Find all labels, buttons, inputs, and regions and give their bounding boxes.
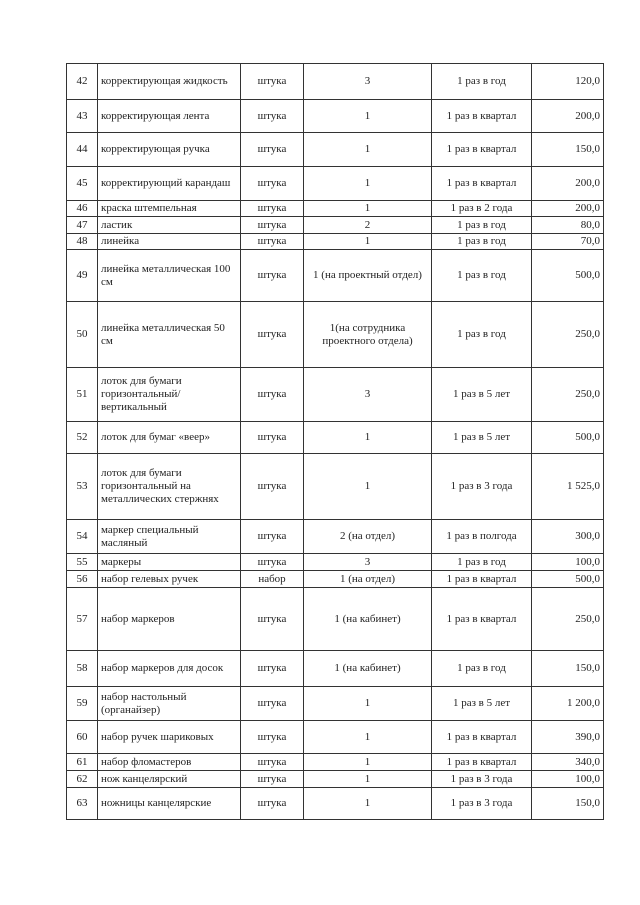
unit-of-measure-cell: штука	[241, 454, 304, 520]
price-cell: 150,0	[532, 133, 604, 167]
replacement-frequency-cell: 1 раз в 5 лет	[432, 368, 532, 422]
price-cell: 200,0	[532, 201, 604, 217]
row-number-cell: 61	[67, 754, 98, 771]
replacement-frequency-cell: 1 раз в квартал	[432, 721, 532, 754]
row-number-cell: 62	[67, 771, 98, 788]
item-name-cell: корректирующая лента	[98, 100, 241, 133]
unit-of-measure-cell: штука	[241, 754, 304, 771]
row-number-cell: 50	[67, 302, 98, 368]
table-row	[67, 234, 604, 250]
row-number-cell: 55	[67, 554, 98, 571]
quantity-cell: 2	[304, 217, 432, 234]
quantity-cell: 1	[304, 788, 432, 820]
unit-of-measure-cell: штука	[241, 520, 304, 554]
table-row	[67, 651, 604, 687]
price-cell: 1 525,0	[532, 454, 604, 520]
replacement-frequency-cell: 1 раз в квартал	[432, 571, 532, 588]
table-row	[67, 302, 604, 368]
table-row	[67, 100, 604, 133]
replacement-frequency-cell: 1 раз в квартал	[432, 754, 532, 771]
replacement-frequency-cell: 1 раз в год	[432, 217, 532, 234]
table-row	[67, 571, 604, 588]
replacement-frequency-cell: 1 раз в год	[432, 250, 532, 302]
price-cell: 250,0	[532, 302, 604, 368]
replacement-frequency-cell: 1 раз в год	[432, 554, 532, 571]
quantity-cell: 1	[304, 422, 432, 454]
quantity-cell: 1	[304, 133, 432, 167]
row-number-cell: 63	[67, 788, 98, 820]
item-name-cell: маркер специальный масляный	[98, 520, 241, 554]
price-cell: 200,0	[532, 167, 604, 201]
unit-of-measure-cell: штука	[241, 133, 304, 167]
replacement-frequency-cell: 1 раз в 3 года	[432, 454, 532, 520]
replacement-frequency-cell: 1 раз в 3 года	[432, 788, 532, 820]
price-cell: 300,0	[532, 520, 604, 554]
item-name-cell: набор маркеров для досок	[98, 651, 241, 687]
table-row	[67, 422, 604, 454]
quantity-cell: 1	[304, 167, 432, 201]
quantity-cell: 1	[304, 754, 432, 771]
unit-of-measure-cell: штука	[241, 201, 304, 217]
item-name-cell: корректирующий карандаш	[98, 167, 241, 201]
price-cell: 500,0	[532, 422, 604, 454]
quantity-cell: 3	[304, 554, 432, 571]
quantity-cell: 1	[304, 100, 432, 133]
table-row	[67, 588, 604, 651]
quantity-cell: 2 (на отдел)	[304, 520, 432, 554]
table-row	[67, 167, 604, 201]
item-name-cell: набор маркеров	[98, 588, 241, 651]
item-name-cell: корректирующая жидкость	[98, 64, 241, 100]
unit-of-measure-cell: штука	[241, 588, 304, 651]
table-row	[67, 554, 604, 571]
replacement-frequency-cell: 1 раз в год	[432, 234, 532, 250]
replacement-frequency-cell: 1 раз в 3 года	[432, 771, 532, 788]
unit-of-measure-cell: штука	[241, 250, 304, 302]
unit-of-measure-cell: штука	[241, 368, 304, 422]
price-cell: 1 200,0	[532, 687, 604, 721]
unit-of-measure-cell: штука	[241, 554, 304, 571]
quantity-cell: 1(на сотрудника проектного отдела)	[304, 302, 432, 368]
table-row	[67, 721, 604, 754]
price-cell: 500,0	[532, 571, 604, 588]
replacement-frequency-cell: 1 раз в год	[432, 302, 532, 368]
replacement-frequency-cell: 1 раз в квартал	[432, 100, 532, 133]
unit-of-measure-cell: набор	[241, 571, 304, 588]
replacement-frequency-cell: 1 раз в 2 года	[432, 201, 532, 217]
table-row	[67, 133, 604, 167]
item-name-cell: линейка металлическая 100 см	[98, 250, 241, 302]
item-name-cell: линейка	[98, 234, 241, 250]
quantity-cell: 1	[304, 201, 432, 217]
replacement-frequency-cell: 1 раз в квартал	[432, 133, 532, 167]
price-cell: 100,0	[532, 554, 604, 571]
row-number-cell: 60	[67, 721, 98, 754]
quantity-cell: 1	[304, 721, 432, 754]
table-row	[67, 64, 604, 100]
table-row	[67, 201, 604, 217]
quantity-cell: 1	[304, 687, 432, 721]
item-name-cell: ножницы канцелярские	[98, 788, 241, 820]
row-number-cell: 45	[67, 167, 98, 201]
quantity-cell: 1 (на отдел)	[304, 571, 432, 588]
row-number-cell: 53	[67, 454, 98, 520]
price-cell: 150,0	[532, 651, 604, 687]
item-name-cell: набор фломастеров	[98, 754, 241, 771]
quantity-cell: 1 (на кабинет)	[304, 588, 432, 651]
supplies-table	[66, 63, 604, 820]
replacement-frequency-cell: 1 раз в 5 лет	[432, 687, 532, 721]
quantity-cell: 1 (на кабинет)	[304, 651, 432, 687]
row-number-cell: 46	[67, 201, 98, 217]
price-cell: 120,0	[532, 64, 604, 100]
row-number-cell: 43	[67, 100, 98, 133]
unit-of-measure-cell: штука	[241, 788, 304, 820]
quantity-cell: 1	[304, 234, 432, 250]
price-cell: 500,0	[532, 250, 604, 302]
quantity-cell: 3	[304, 368, 432, 422]
unit-of-measure-cell: штука	[241, 651, 304, 687]
unit-of-measure-cell: штука	[241, 100, 304, 133]
item-name-cell: набор гелевых ручек	[98, 571, 241, 588]
row-number-cell: 49	[67, 250, 98, 302]
row-number-cell: 59	[67, 687, 98, 721]
unit-of-measure-cell: штука	[241, 167, 304, 201]
unit-of-measure-cell: штука	[241, 302, 304, 368]
table-row	[67, 368, 604, 422]
price-cell: 70,0	[532, 234, 604, 250]
row-number-cell: 57	[67, 588, 98, 651]
item-name-cell: лоток для бумаг «веер»	[98, 422, 241, 454]
row-number-cell: 44	[67, 133, 98, 167]
replacement-frequency-cell: 1 раз в квартал	[432, 588, 532, 651]
unit-of-measure-cell: штука	[241, 771, 304, 788]
item-name-cell: корректирующая ручка	[98, 133, 241, 167]
price-cell: 250,0	[532, 368, 604, 422]
table-row	[67, 250, 604, 302]
item-name-cell: краска штемпельная	[98, 201, 241, 217]
replacement-frequency-cell: 1 раз в 5 лет	[432, 422, 532, 454]
item-name-cell: набор ручек шариковых	[98, 721, 241, 754]
table-row	[67, 217, 604, 234]
row-number-cell: 42	[67, 64, 98, 100]
unit-of-measure-cell: штука	[241, 217, 304, 234]
replacement-frequency-cell: 1 раз в полгода	[432, 520, 532, 554]
price-cell: 250,0	[532, 588, 604, 651]
item-name-cell: набор настольный (органайзер)	[98, 687, 241, 721]
row-number-cell: 56	[67, 571, 98, 588]
item-name-cell: лоток для бумаги горизонтальный на металлических стержнях	[98, 454, 241, 520]
item-name-cell: маркеры	[98, 554, 241, 571]
row-number-cell: 47	[67, 217, 98, 234]
unit-of-measure-cell: штука	[241, 721, 304, 754]
replacement-frequency-cell: 1 раз в год	[432, 651, 532, 687]
quantity-cell: 1	[304, 771, 432, 788]
table-row	[67, 454, 604, 520]
quantity-cell: 3	[304, 64, 432, 100]
table-row	[67, 771, 604, 788]
price-cell: 200,0	[532, 100, 604, 133]
price-cell: 100,0	[532, 771, 604, 788]
item-name-cell: лоток для бумаги горизонтальный/вертикальный	[98, 368, 241, 422]
unit-of-measure-cell: штука	[241, 687, 304, 721]
table-row	[67, 520, 604, 554]
quantity-cell: 1	[304, 454, 432, 520]
unit-of-measure-cell: штука	[241, 64, 304, 100]
price-cell: 390,0	[532, 721, 604, 754]
item-name-cell: ластик	[98, 217, 241, 234]
replacement-frequency-cell: 1 раз в квартал	[432, 167, 532, 201]
table-row	[67, 788, 604, 820]
row-number-cell: 58	[67, 651, 98, 687]
table-row	[67, 687, 604, 721]
price-cell: 150,0	[532, 788, 604, 820]
item-name-cell: нож канцелярский	[98, 771, 241, 788]
row-number-cell: 51	[67, 368, 98, 422]
quantity-cell: 1 (на проектный отдел)	[304, 250, 432, 302]
row-number-cell: 48	[67, 234, 98, 250]
price-cell: 340,0	[532, 754, 604, 771]
unit-of-measure-cell: штука	[241, 422, 304, 454]
table-body	[67, 64, 604, 820]
unit-of-measure-cell: штука	[241, 234, 304, 250]
row-number-cell: 52	[67, 422, 98, 454]
row-number-cell: 54	[67, 520, 98, 554]
price-cell: 80,0	[532, 217, 604, 234]
item-name-cell: линейка металлическая 50 см	[98, 302, 241, 368]
table-row	[67, 754, 604, 771]
replacement-frequency-cell: 1 раз в год	[432, 64, 532, 100]
